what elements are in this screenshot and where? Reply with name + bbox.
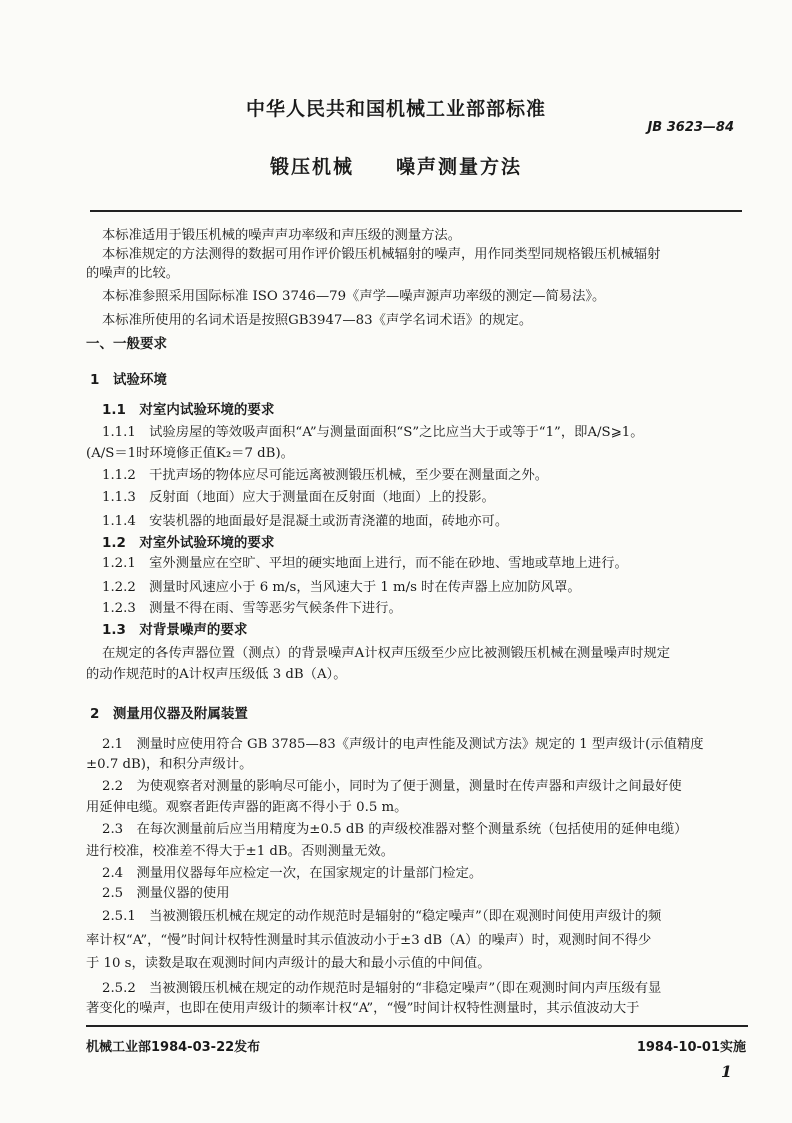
- body-text-line: 在规定的各传声器位置（测点）的背景噪声A计权声压级至少应比被测锻压机械在测量噪声时规定: [102, 646, 671, 661]
- body-text-line: 2.1 测量时应使用符合 GB 3785—83《声级计的电声性能及测试方法》规定的 1 型声级计(示值精度: [102, 737, 704, 752]
- body-text-line: 2.4 测量用仪器每年应检定一次，在国家规定的计量部门检定。: [102, 866, 483, 881]
- standard-code: JB 3623—84: [647, 120, 734, 135]
- section-heading: 一、一般要求: [86, 336, 167, 352]
- body-text-line: 著变化的噪声，也即在使用声级计的频率计权“A”，“慢”时间计权特性测量时，其示值波动大于: [86, 1001, 640, 1016]
- body-text-line: 2.5.2 当被测锻压机械在规定的动作规范时是辐射的“非稳定噪声”（即在观测时间内声压级有显: [102, 981, 662, 996]
- body-text-line: (A/S＝1时环境修正值K₂＝7 dB)。: [86, 446, 294, 461]
- body-text-line: 1.1.3 反射面（地面）应大于测量面在反射面（地面）上的投影。: [102, 490, 495, 505]
- body-text-line: 1.2.2 测量时风速应小于 6 m/s，当风速大于 1 m/s 时在传声器上应加防风罩。: [102, 580, 581, 595]
- body-text-line: 2.5 测量仪器的使用: [102, 886, 230, 901]
- issue-date: 机械工业部1984-03-22发布: [86, 1040, 261, 1055]
- body-text-line: 2.2 为使观察者对测量的影响尽可能小，同时为了便于测量，测量时在传声器和声级计之间最好使: [102, 779, 682, 794]
- body-text-line: 的噪声的比较。: [86, 266, 180, 281]
- body-text-line: 1.1.2 干扰声场的物体应尽可能远离被测锻压机械，至少要在测量面之外。: [102, 468, 549, 483]
- body-text-line: 用延伸电缆。观察者距传声器的距离不得小于 0.5 m。: [86, 800, 408, 815]
- body-text-line: 2.5.1 当被测锻压机械在规定的动作规范时是辐射的“稳定噪声”（即在观测时间使用声级计的频: [102, 909, 662, 924]
- body-text-line: 本标准参照采用国际标准 ISO 3746—79《声学—噪声源声功率级的测定—简易法》。: [102, 289, 606, 304]
- body-text-line: 率计权“A”，“慢”时间计权特性测量时其示值波动小于±3 dB（A）的噪声）时，观测时间不得少: [86, 933, 652, 948]
- body-text-line: 本标准所使用的名词术语是按照GB3947—83《声学名词术语》的规定。: [102, 313, 533, 328]
- body-text-line: 2.3 在每次测量前后应当用精度为±0.5 dB 的声级校准器对整个测量系统（包括使用的延伸电缆）: [102, 822, 688, 837]
- standard-issuer: 中华人民共和国机械工业部部标准: [245, 98, 546, 120]
- page-number: 1: [720, 1062, 732, 1081]
- body-text-line: 进行校准，校准差不得大于±1 dB。否则测量无效。: [86, 844, 395, 859]
- section-heading: 2 测量用仪器及附属装置: [90, 706, 248, 722]
- body-text-line: 于 10 s，读数是取在观测时间内声级计的最大和最小示值的中间值。: [86, 956, 491, 971]
- body-text-line: 1.2.3 测量不得在雨、雪等恶劣气候条件下进行。: [102, 601, 402, 616]
- document-title: 锻压机械 噪声测量方法: [269, 156, 522, 178]
- section-heading: 1.2 对室外试验环境的要求: [102, 535, 275, 551]
- body-text-line: ±0.7 dB)，和积分声级计。: [86, 757, 253, 772]
- section-heading: 1 试验环境: [90, 372, 167, 388]
- body-text-line: 1.1.1 试验房屋的等效吸声面积“A”与测量面面积“S”之比应当大于或等于“1”，即A/S⩾1。: [102, 425, 644, 440]
- bottom-rule-divider: [86, 1025, 748, 1027]
- body-text-line: 本标准适用于锻压机械的噪声声功率级和声压级的测量方法。: [102, 228, 462, 243]
- body-text-line: 本标准规定的方法测得的数据可用作评价锻压机械辐射的噪声，用作同类型同规格锻压机械辐射: [102, 247, 661, 262]
- effective-date: 1984-10-01实施: [636, 1040, 746, 1055]
- top-rule-divider: [90, 210, 742, 212]
- section-heading: 1.1 对室内试验环境的要求: [102, 402, 275, 418]
- section-heading: 1.3 对背景噪声的要求: [102, 622, 248, 638]
- body-text-line: 1.1.4 安装机器的地面最好是混凝土或沥青浇灌的地面，砖地亦可。: [102, 514, 509, 529]
- body-text-line: 1.2.1 室外测量应在空旷、平坦的硬实地面上进行，而不能在砂地、雪地或草地上进行。: [102, 556, 628, 571]
- body-text-line: 的动作规范时的A计权声压级低 3 dB（A）。: [86, 667, 347, 682]
